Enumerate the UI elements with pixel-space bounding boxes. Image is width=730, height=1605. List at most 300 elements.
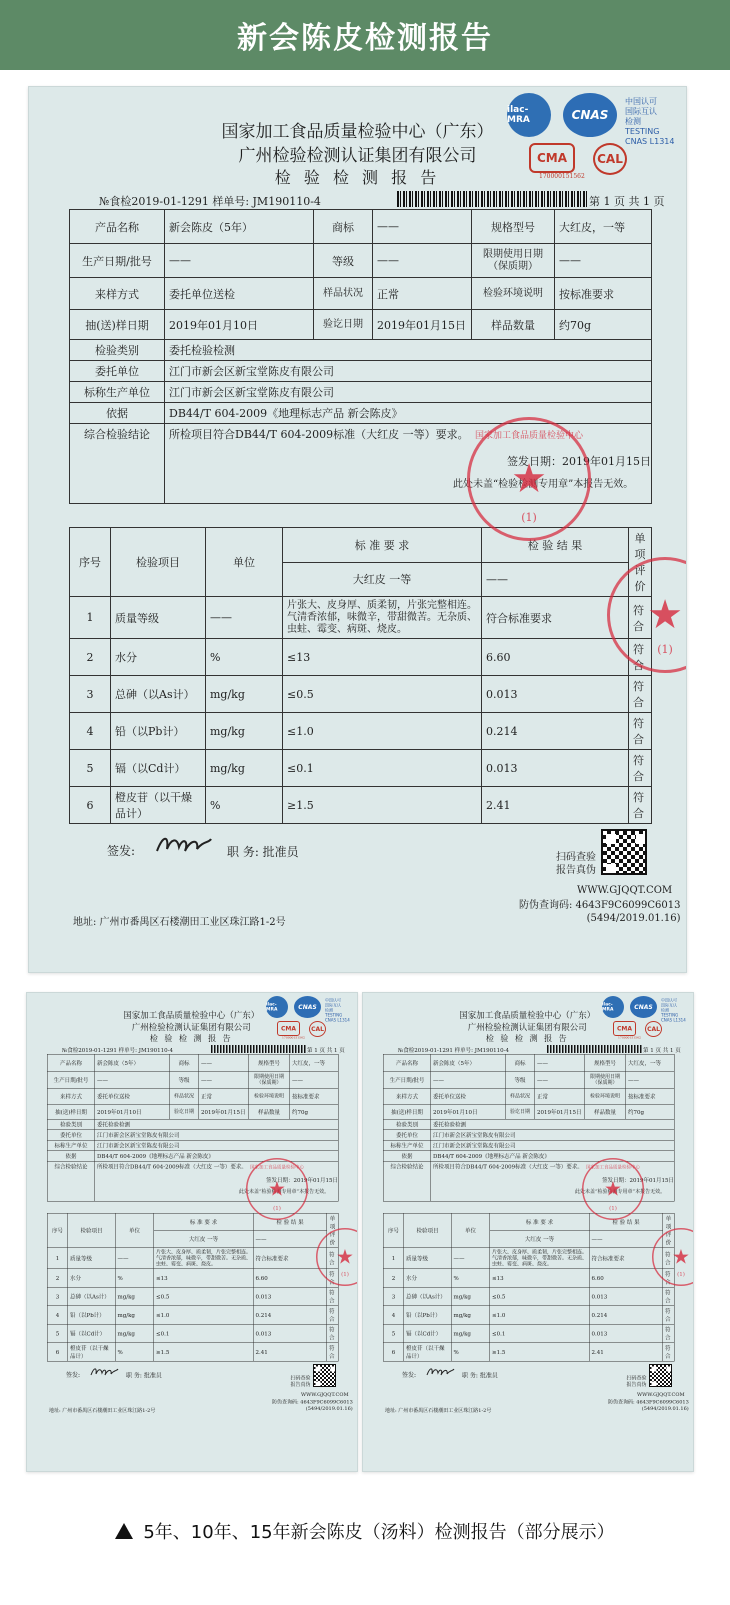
item-unit: —— (206, 597, 283, 639)
item-row (383, 1324, 674, 1343)
item-unit: % (451, 1343, 490, 1362)
sign-note: 此处未盖“检验检测专用章”本报告无效。 (575, 1189, 666, 1195)
page-banner (0, 0, 730, 70)
prod-date-label: 生产日期/批号 (383, 1071, 431, 1088)
inspection-stamp (246, 1158, 308, 1220)
item-item: 镉（以Cd计） (111, 750, 206, 787)
stamp-text: 国家加工食品质量检验中心 (249, 1165, 304, 1170)
ilac-mra-icon: ilac-MRA (266, 996, 288, 1018)
item-item: 橙皮苷（以干燥品计） (68, 1343, 116, 1362)
item-unit: mg/kg (115, 1324, 154, 1343)
report-title: 检 验 检 测 报 告 (149, 1033, 233, 1043)
item-eval: 符合 (629, 639, 652, 676)
col-std-sub: 大红皮 一等 (154, 1231, 254, 1248)
sample-date: 2019年01月10日 (95, 1104, 170, 1119)
item-result: 0.013 (482, 676, 629, 713)
item-result: 2.41 (589, 1343, 663, 1362)
org-title: 国家加工食品质量检验中心（广东） (459, 1010, 596, 1021)
prod-date-label: 生产日期/批号 (47, 1071, 95, 1088)
item-result: 0.214 (589, 1306, 663, 1325)
item-unit: mg/kg (206, 676, 283, 713)
item-row (70, 750, 652, 787)
item-std: ≤0.1 (154, 1324, 254, 1343)
conclusion: 所检项目符合DB44/T 604-2009标准（大红皮 一等）要求。 (95, 1161, 339, 1201)
shelf-label: 限期使用日期（保质期） (248, 1071, 290, 1088)
item-no: 2 (47, 1269, 68, 1288)
item-eval: 符合 (663, 1269, 675, 1288)
sampling-label: 来样方式 (383, 1088, 431, 1104)
item-rows (70, 597, 652, 824)
report-document (363, 993, 692, 1436)
col-result: 检 验 结 果 (253, 1213, 327, 1230)
blank-line (403, 1324, 589, 1325)
item-row (47, 1248, 338, 1269)
col-std-sub: 大红皮 一等 (490, 1231, 590, 1248)
grade-label: 等级 (169, 1071, 199, 1088)
cal-icon: CAL (645, 1021, 662, 1037)
basis: DB44/T 604-2009《地理标志产品 新会陈皮》 (431, 1151, 675, 1162)
ilac-mra-icon: ilac-MRA (602, 996, 624, 1018)
sign-date: 签发日期：2019年01月15日 (602, 1177, 674, 1184)
qr-label: 扫码查验 报告真伪 (626, 1375, 647, 1388)
cnas-icon: CNAS (294, 996, 321, 1018)
org-subtitle: 广州检验检测认证集团有限公司 (467, 1022, 587, 1033)
item-result: 0.214 (253, 1306, 327, 1325)
basis-label: 依据 (383, 1151, 431, 1162)
page-number: 第 1 页 共 1 页 (643, 1047, 681, 1054)
item-row (383, 1343, 674, 1362)
env-label: 检验环境说明 (584, 1088, 626, 1104)
stamp-number: (1) (273, 1205, 281, 1212)
report-number: №食检2019-01-1291 样单号: JM190110-4 (99, 195, 321, 208)
producer-label: 标称生产单位 (383, 1140, 431, 1151)
item-result: 2.41 (482, 787, 629, 824)
item-result: 0.013 (482, 750, 629, 787)
prod-date: —— (95, 1071, 170, 1088)
stamp-star-icon: ★ (268, 1177, 286, 1201)
item-row (47, 1324, 338, 1343)
shelf-label: 限期使用日期（保质期） (584, 1071, 626, 1088)
website: WWW.GJQQT.COM (301, 1392, 349, 1398)
qr-label: 扫码查验 报告真伪 (290, 1375, 311, 1388)
item-eval: 符合 (663, 1287, 675, 1306)
accreditation-logos (262, 996, 352, 1040)
col-no: 序号 (47, 1213, 68, 1248)
blank-line (109, 749, 481, 750)
stamp-star-icon: ★ (672, 1245, 690, 1269)
sample-date: 2019年01月10日 (431, 1104, 506, 1119)
item-item: 水分 (68, 1269, 116, 1288)
cnas-caption: 中国认可 国际互认 检测 TESTING CNAS L1314 (625, 97, 675, 146)
sample-state-label: 样品状况 (314, 278, 373, 310)
col-std: 标 准 要 求 (154, 1213, 254, 1230)
item-unit: mg/kg (115, 1306, 154, 1325)
finish-date-label: 验讫日期 (505, 1104, 535, 1119)
item-unit: % (206, 639, 283, 676)
stamp-text: 国家加工食品质量检验中心 (474, 431, 583, 441)
cnas-caption: 中国认可 国际互认 检测 TESTING CNAS L1314 (325, 998, 350, 1023)
producer: 江门市新会区新宝堂陈皮有限公司 (431, 1140, 675, 1151)
shelf-label: 限期使用日期（保质期） (472, 244, 555, 278)
sample-state: 正常 (373, 278, 472, 310)
signature-icon (155, 831, 213, 857)
items-table (47, 1213, 339, 1362)
item-rows (47, 1248, 338, 1362)
qty: 约70g (290, 1104, 339, 1119)
website: WWW.GJQQT.COM (577, 885, 673, 896)
col-std: 标 准 要 求 (283, 528, 482, 563)
accreditation-logos (499, 93, 679, 180)
item-eval: 符合 (629, 676, 652, 713)
col-result: 检 验 结 果 (482, 528, 629, 563)
prod-date: —— (431, 1071, 506, 1088)
ilac-mra-icon: ilac-MRA (507, 93, 551, 137)
item-result: 0.013 (589, 1324, 663, 1343)
cma-icon: CMA (277, 1021, 300, 1036)
page-number: 第 1 页 共 1 页 (589, 195, 665, 208)
item-eval: 符合 (327, 1287, 339, 1306)
item-row (70, 597, 652, 639)
item-no: 4 (70, 713, 111, 750)
sign-date: 签发日期：2019年01月15日 (507, 455, 651, 468)
item-result: 6.60 (253, 1269, 327, 1288)
shelf: —— (555, 244, 652, 278)
col-eval: 单项评价 (629, 528, 652, 597)
item-item: 镉（以Cd计） (68, 1324, 116, 1343)
item-no: 2 (70, 639, 111, 676)
sample-date-label: 抽(送)样日期 (47, 1104, 95, 1119)
type-label: 检验类别 (383, 1119, 431, 1130)
basis-label: 依据 (47, 1151, 95, 1162)
client-label: 委托单位 (383, 1130, 431, 1141)
col-result-sub: —— (253, 1231, 327, 1248)
cma-icon: CMA (529, 143, 575, 173)
item-unit: mg/kg (451, 1306, 490, 1325)
item-eval: 符合 (629, 597, 652, 639)
col-unit: 单位 (451, 1213, 490, 1248)
qr-code-icon (313, 1364, 336, 1387)
sign-label: 签发: (402, 1371, 417, 1379)
triangle-icon (115, 1523, 133, 1539)
cnas-icon: CNAS (563, 93, 617, 137)
qty-label: 样品数量 (248, 1104, 290, 1119)
item-eval: 符合 (327, 1269, 339, 1288)
item-result: 0.013 (253, 1287, 327, 1306)
client-label: 委托单位 (47, 1130, 95, 1141)
stamp-number: (1) (677, 1271, 685, 1278)
qty: 约70g (555, 310, 652, 340)
cma-icon: CMA (613, 1021, 636, 1036)
org-subtitle: 广州检验检测认证集团有限公司 (131, 1022, 251, 1033)
address: 地址: 广州市番禺区石楼潮田工业区珠江路1-2号 (73, 917, 286, 928)
grade: —— (535, 1071, 585, 1088)
item-std: ≤13 (283, 639, 482, 676)
item-std: ≥1.5 (490, 1343, 590, 1362)
stamp-star-icon: ★ (336, 1245, 354, 1269)
item-no: 2 (383, 1269, 404, 1288)
sampling-label: 来样方式 (47, 1088, 95, 1104)
caption-text: 5年、10年、15年新会陈皮（汤料）检测报告（部分展示） (143, 1522, 615, 1543)
item-unit: mg/kg (451, 1287, 490, 1306)
finish-date-label: 验讫日期 (169, 1104, 199, 1119)
item-no: 3 (70, 676, 111, 713)
producer: 江门市新会区新宝堂陈皮有限公司 (165, 382, 652, 403)
item-item: 铅（以Pb计） (111, 713, 206, 750)
type-label: 检验类别 (47, 1119, 95, 1130)
brand-label: 商标 (314, 210, 373, 244)
items-table (383, 1213, 675, 1362)
item-row (383, 1306, 674, 1325)
item-std: 片张大、皮身厚、质柔韧，片张完整相连。气清香浓郁，味微辛，带甜微苦。无杂质、虫蛀、霉变、病斑、烧皮。 (490, 1248, 590, 1269)
stamp-number: (1) (521, 511, 537, 524)
col-std-sub: 大红皮 一等 (283, 562, 482, 597)
type: 委托检验检测 (165, 340, 652, 361)
col-unit: 单位 (206, 528, 283, 597)
type: 委托检验检测 (431, 1119, 675, 1130)
report-paper-main (28, 86, 687, 973)
brand-label: 商标 (505, 1054, 535, 1071)
col-item: 检验项目 (404, 1213, 452, 1248)
env: 按标准要求 (290, 1088, 339, 1104)
signature-icon (90, 1365, 119, 1378)
item-no: 4 (47, 1306, 68, 1325)
qty: 约70g (626, 1104, 675, 1119)
item-no: 1 (383, 1248, 404, 1269)
item-row (70, 676, 652, 713)
item-std: ≥1.5 (283, 787, 482, 824)
item-result: 符合标准要求 (253, 1248, 327, 1269)
item-std: 片张大、皮身厚、质柔韧，片张完整相连。气清香浓郁，味微辛，带甜微苦。无杂质、虫蛀、霉变、病斑、烧皮。 (283, 597, 482, 639)
item-item: 水分 (111, 639, 206, 676)
sign-label: 签发: (66, 1371, 81, 1379)
type: 委托检验检测 (95, 1119, 339, 1130)
grade-label: 等级 (505, 1071, 535, 1088)
item-result: 0.214 (482, 713, 629, 750)
item-no: 6 (47, 1343, 68, 1362)
item-std: ≤1.0 (490, 1306, 590, 1325)
basis: DB44/T 604-2009《地理标志产品 新会陈皮》 (165, 403, 652, 424)
col-std: 标 准 要 求 (490, 1213, 590, 1230)
item-eval: 符合 (663, 1343, 675, 1362)
item-item: 水分 (404, 1269, 452, 1288)
item-item: 铅（以Pb计） (404, 1306, 452, 1325)
stamp-text: 国家加工食品质量检验中心 (585, 1165, 640, 1170)
item-item: 铅（以Pb计） (68, 1306, 116, 1325)
product-name: 新会陈皮（5年） (165, 210, 314, 244)
item-std: ≤0.5 (283, 676, 482, 713)
item-unit: —— (451, 1248, 490, 1269)
grade-label: 等级 (314, 244, 373, 278)
brand: —— (373, 210, 472, 244)
anti-fake-code: 防伪查询码: 4643F9C6099C6013 (5494/2019.01.16) (608, 1399, 689, 1412)
prod-date-label: 生产日期/批号 (70, 244, 165, 278)
report-title: 检 验 检 测 报 告 (485, 1033, 569, 1043)
item-row (70, 787, 652, 824)
col-eval: 单项评价 (327, 1213, 339, 1248)
item-std: ≤1.0 (283, 713, 482, 750)
col-no: 序号 (383, 1213, 404, 1248)
report-number: №食检2019-01-1291 样单号: JM190110-4 (62, 1047, 173, 1054)
qty-label: 样品数量 (472, 310, 555, 340)
col-item: 检验项目 (111, 528, 206, 597)
col-item: 检验项目 (68, 1213, 116, 1248)
report-document (29, 87, 686, 972)
client: 江门市新会区新宝堂陈皮有限公司 (95, 1130, 339, 1141)
sign-note: 此处未盖“检验检测专用章”本报告无效。 (239, 1189, 330, 1195)
item-no: 1 (47, 1248, 68, 1269)
item-unit: % (451, 1269, 490, 1288)
product-name: 新会陈皮（5年） (95, 1054, 170, 1071)
spec-label: 规格型号 (584, 1054, 626, 1071)
item-item: 质量等级 (404, 1248, 452, 1269)
item-eval: 符合 (663, 1324, 675, 1343)
item-no: 3 (47, 1287, 68, 1306)
conclusion-label: 综合检验结论 (383, 1161, 431, 1201)
spec: 大红皮，一等 (626, 1054, 675, 1071)
sampling: 委托单位送检 (95, 1088, 170, 1104)
cal-icon: CAL (593, 143, 627, 175)
item-no: 5 (47, 1324, 68, 1343)
cal-icon: CAL (309, 1021, 326, 1037)
col-result-sub: —— (589, 1231, 663, 1248)
stamp-star-icon: ★ (511, 456, 547, 502)
item-row (47, 1343, 338, 1362)
product-name-label: 产品名称 (383, 1054, 431, 1071)
barcode (547, 1045, 642, 1053)
item-std: ≤0.5 (490, 1287, 590, 1306)
org-title: 国家加工食品质量检验中心（广东） (123, 1010, 260, 1021)
item-row (70, 713, 652, 750)
basis-label: 依据 (70, 403, 165, 424)
item-std: ≤1.0 (154, 1306, 254, 1325)
cnas-caption: 中国认可 国际互认 检测 TESTING CNAS L1314 (661, 998, 686, 1023)
item-no: 3 (383, 1287, 404, 1306)
col-result-sub: —— (482, 562, 629, 597)
address: 地址: 广州市番禺区石楼潮田工业区珠江路1-2号 (49, 1408, 156, 1414)
item-eval: 符合 (629, 713, 652, 750)
item-item: 橙皮苷（以干燥品计） (404, 1343, 452, 1362)
item-item: 镉（以Cd计） (404, 1324, 452, 1343)
qr-code-icon (601, 829, 647, 875)
cnas-icon: CNAS (630, 996, 657, 1018)
item-item: 总砷（以As计） (404, 1287, 452, 1306)
item-item: 质量等级 (111, 597, 206, 639)
stamp-number: (1) (609, 1205, 617, 1212)
item-std: 片张大、皮身厚、质柔韧，片张完整相连。气清香浓郁，味微辛，带甜微苦。无杂质、虫蛀、霉变、病斑、烧皮。 (154, 1248, 254, 1269)
caption (0, 1518, 730, 1544)
sign-note: 此处未盖“检验检测专用章”本报告无效。 (453, 479, 634, 490)
org-title: 国家加工食品质量检验中心（广东） (221, 122, 494, 142)
client: 江门市新会区新宝堂陈皮有限公司 (165, 361, 652, 382)
product-name-label: 产品名称 (47, 1054, 95, 1071)
shelf: —— (626, 1071, 675, 1088)
cert-number: 170000151562 (282, 1036, 305, 1040)
env: 按标准要求 (626, 1088, 675, 1104)
item-rows (383, 1248, 674, 1362)
client-label: 委托单位 (70, 361, 165, 382)
anti-fake-code: 防伪查询码: 4643F9C6099C6013 (5494/2019.01.16) (519, 900, 681, 924)
report-document (27, 993, 356, 1436)
signer-position: 职 务: 批准员 (227, 845, 299, 859)
item-item: 橙皮苷（以干燥品计） (111, 787, 206, 824)
finish-date: 2019年01月15日 (199, 1104, 249, 1119)
finish-date: 2019年01月15日 (373, 310, 472, 340)
item-unit: mg/kg (451, 1324, 490, 1343)
client: 江门市新会区新宝堂陈皮有限公司 (431, 1130, 675, 1141)
qr-label: 扫码查验 报告真伪 (556, 852, 596, 876)
item-item: 总砷（以As计） (111, 676, 206, 713)
env-label: 检验环境说明 (248, 1088, 290, 1104)
env-label: 检验环境说明 (472, 278, 555, 310)
product-name: 新会陈皮（5年） (431, 1054, 506, 1071)
item-unit: % (115, 1269, 154, 1288)
shelf: —— (290, 1071, 339, 1088)
env: 按标准要求 (555, 278, 652, 310)
item-row (383, 1287, 674, 1306)
stamp-star-icon: ★ (604, 1177, 622, 1201)
page-number: 第 1 页 共 1 页 (307, 1047, 345, 1054)
item-std: ≤0.1 (283, 750, 482, 787)
grade: —— (373, 244, 472, 278)
item-no: 6 (383, 1343, 404, 1362)
item-eval: 符合 (327, 1306, 339, 1325)
signature-icon (426, 1365, 455, 1378)
item-eval: 符合 (629, 787, 652, 824)
sample-state-label: 样品状况 (169, 1088, 199, 1104)
spec: 大红皮，一等 (290, 1054, 339, 1071)
barcode (397, 191, 587, 207)
prod-date: —— (165, 244, 314, 278)
item-no: 5 (383, 1324, 404, 1343)
item-result: 6.60 (482, 639, 629, 676)
item-result: 0.013 (589, 1287, 663, 1306)
item-eval: 符合 (663, 1306, 675, 1325)
sample-date-label: 抽(送)样日期 (70, 310, 165, 340)
producer-label: 标称生产单位 (70, 382, 165, 403)
sample-date: 2019年01月10日 (165, 310, 314, 340)
item-row (70, 639, 652, 676)
item-result: 符合标准要求 (589, 1248, 663, 1269)
cert-number: 170000151562 (539, 173, 585, 180)
sample-date-label: 抽(送)样日期 (383, 1104, 431, 1119)
grade: —— (199, 1071, 249, 1088)
col-unit: 单位 (115, 1213, 154, 1248)
report-number: №食检2019-01-1291 样单号: JM190110-4 (398, 1047, 509, 1054)
item-unit: % (206, 787, 283, 824)
item-item: 质量等级 (68, 1248, 116, 1269)
sampling: 委托单位送检 (431, 1088, 506, 1104)
item-unit: —— (115, 1248, 154, 1269)
stamp-number: (1) (341, 1271, 349, 1278)
conclusion: 所检项目符合DB44/T 604-2009标准（大红皮 一等）要求。 (431, 1161, 675, 1201)
report-paper-small-left (26, 992, 358, 1472)
brand: —— (199, 1054, 249, 1071)
banner-title: 新会陈皮检测报告 (237, 21, 493, 56)
signer-position: 职 务: 批准员 (462, 1372, 498, 1379)
item-row (383, 1269, 674, 1288)
report-title: 检 验 检 测 报 告 (274, 168, 441, 187)
item-no: 6 (70, 787, 111, 824)
sample-state: 正常 (535, 1088, 585, 1104)
basis: DB44/T 604-2009《地理标志产品 新会陈皮》 (95, 1151, 339, 1162)
item-result: 符合标准要求 (482, 597, 629, 639)
producer: 江门市新会区新宝堂陈皮有限公司 (95, 1140, 339, 1151)
sampling: 委托单位送检 (165, 278, 314, 310)
item-unit: mg/kg (115, 1287, 154, 1306)
accreditation-logos (598, 996, 688, 1040)
spec-label: 规格型号 (472, 210, 555, 244)
inspection-stamp (582, 1158, 644, 1220)
